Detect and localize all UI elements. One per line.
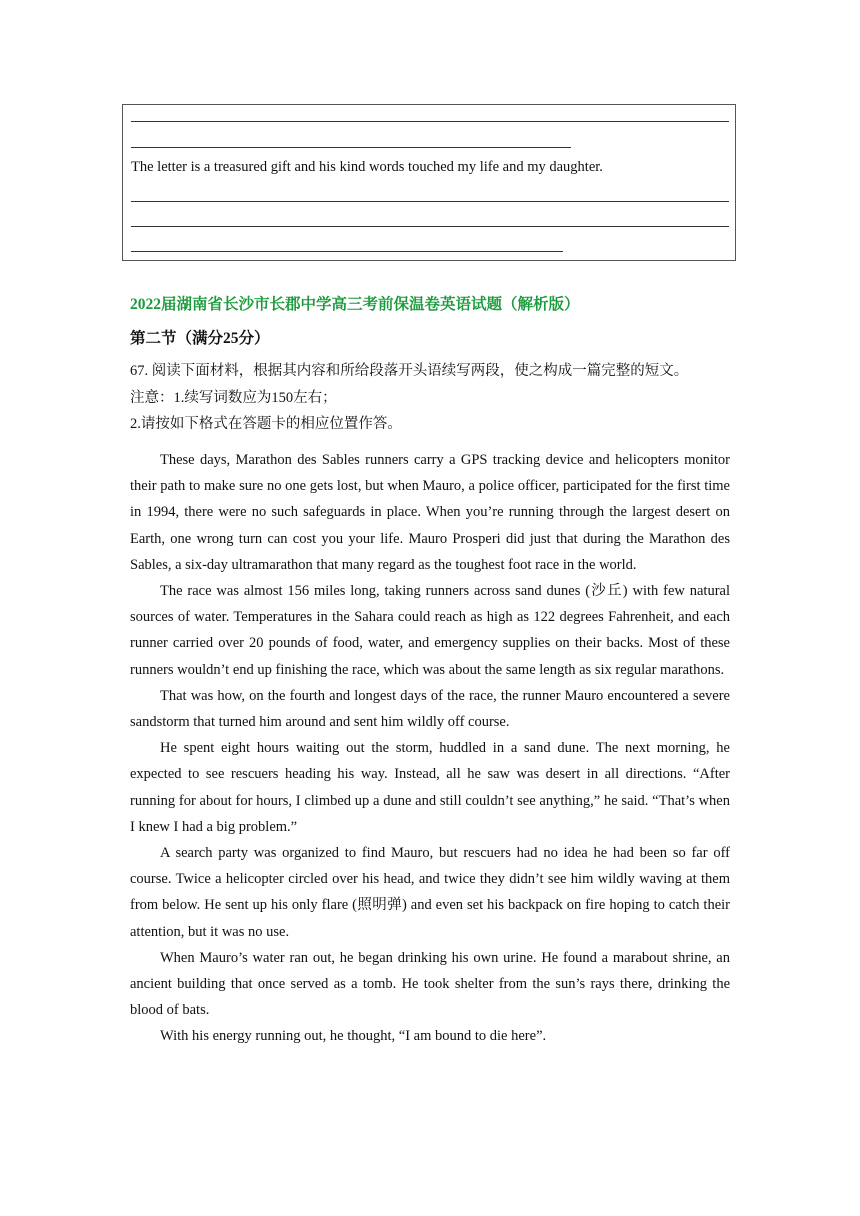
passage-paragraph: A search party was organized to find Mauro, but rescuers had no idea he had been so far off course. Twice a helicopter circled over his head, and twice they didn’t see him wildly waving at them from below. He sent up his only flare (照明弹) and even set his backpack on fire hoping to catch their attention, but it was no use. bbox=[130, 845, 730, 940]
answer-line bbox=[131, 251, 563, 252]
passage-paragraph: He spent eight hours waiting out the storm, huddled in a sand dune. The next morning, he expected to see rescuers heading his way. Instead, all he saw was desert in all directions. “After running for about for hours, I climbed up a dune and still couldn’t see anything,” he said. “That’s when I knew I had a big problem.” bbox=[130, 740, 730, 835]
instruction-line: 67. 阅读下面材料，根据其内容和所给段落开头语续写两段，使之构成一篇完整的短文。 bbox=[130, 363, 689, 379]
reading-passage bbox=[130, 447, 730, 1050]
passage-paragraph: When Mauro’s water ran out, he began drinking his own urine. He found a marabout shrine, an ancient building that once served as a tomb. He took shelter from the sun’s rays there, drinking the blood of bats. bbox=[130, 949, 730, 1019]
section-heading: 第二节（满分25分） bbox=[130, 330, 270, 347]
passage-paragraph: The race was almost 156 miles long, taking runners across sand dunes (沙丘) with few natural sources of water. Temperatures in the Sahara could reach as high as 122 degrees Fahrenheit, and each runner carried over 20 pounds of food, water, and emergency supplies on their backs. Most of these runners wouldn’t end up finishing the race, which was about the same length as six regular marathons. bbox=[130, 583, 730, 678]
passage-paragraph: That was how, on the fourth and longest days of the race, the runner Mauro encountered a severe sandstorm that turned him around and sent him wildly off course. bbox=[130, 687, 730, 731]
exam-title: 2022届湖南省长沙市长郡中学高三考前保温卷英语试题（解析版） bbox=[130, 296, 580, 313]
answer-box bbox=[122, 104, 736, 261]
answer-line bbox=[131, 201, 729, 202]
answer-line bbox=[131, 226, 729, 227]
passage-paragraph: These days, Marathon des Sables runners carry a GPS tracking device and helicopters monitor their path to make sure no one gets lost, but when Mauro, a police officer, participated for the first time in 1994, there were no such safeguards in place. When you’re running through the largest desert on Earth, one wrong turn can cost you your life. Mauro Prosperi did just that during the Marathon des Sables, a six-day ultramarathon that many regard as the toughest foot race in the world. bbox=[130, 452, 730, 573]
continuation-sentence: The letter is a treasured gift and his kind words touched my life and my daughter. bbox=[131, 159, 603, 175]
instruction-line: 注意：1.续写词数应为150左右； bbox=[130, 390, 337, 406]
answer-line bbox=[131, 121, 729, 122]
instruction-line: 2.请按如下格式在答题卡的相应位置作答。 bbox=[130, 416, 402, 432]
answer-line bbox=[131, 147, 571, 148]
passage-paragraph: With his energy running out, he thought, “I am bound to die here”. bbox=[160, 1028, 547, 1045]
